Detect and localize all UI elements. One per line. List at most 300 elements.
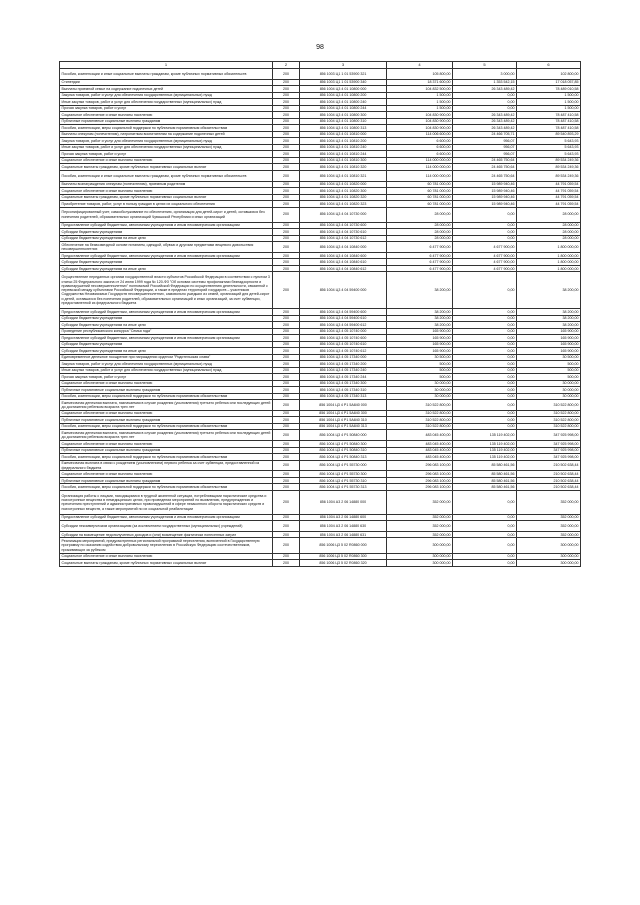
budget-classification-code: 856 1004 Ц3 4 01 10820 000	[300, 181, 387, 188]
table-row	[60, 430, 581, 441]
executed-amount: 0,00	[453, 553, 517, 560]
row-code: 200	[273, 328, 300, 335]
column-number: 6	[517, 62, 581, 69]
remaining-amount: 500,00	[517, 374, 581, 381]
row-name: Пособия, компенсации и иные социальные выплаты гражданам, кроме публичных нормативных обязательств	[60, 170, 273, 181]
column-number: 5	[453, 62, 517, 69]
row-name: Предоставление субсидий бюджетным, автономным учреждениям и иным некоммерческим организациям	[60, 252, 273, 259]
table-row	[60, 400, 581, 411]
row-name: Выплаты опекунам (попечителям), патронатным воспитателям на содержание подопечных детей	[60, 131, 273, 138]
approved-amount: 296 083 100,00	[387, 484, 453, 491]
executed-amount: 0,00	[453, 341, 517, 348]
table-row	[60, 207, 581, 222]
executed-amount: 0,00	[453, 387, 517, 394]
executed-amount: 0,00	[453, 380, 517, 387]
executed-amount: 0,00	[453, 328, 517, 335]
row-code: 200	[273, 222, 300, 229]
budget-classification-code: 856 1004 Ц3 4 Р1 55730 313	[300, 484, 387, 491]
budget-classification-code: 856 1004 Ц3 4 01 10820 300	[300, 188, 387, 195]
executed-amount: 0,00	[453, 272, 517, 309]
row-code: 200	[273, 441, 300, 448]
remaining-amount: 165 900,00	[517, 328, 581, 335]
row-name: Субсидии бюджетным учреждениям	[60, 315, 273, 322]
row-name: Субсидии бюджетным учреждениям на иные цели	[60, 265, 273, 272]
remaining-amount: 347 925 998,00	[517, 441, 581, 448]
row-code: 200	[273, 514, 300, 521]
executed-amount: 85 580 461,56	[453, 477, 517, 484]
remaining-amount: 347 925 998,00	[517, 430, 581, 441]
row-code: 200	[273, 181, 300, 188]
executed-amount: 956,07	[453, 144, 517, 151]
budget-classification-code: 856 1004 Ц3 4 01 10800 313	[300, 125, 387, 132]
row-code: 200	[273, 235, 300, 242]
row-name: Прочая закупка товаров, работ и услуг	[60, 105, 273, 112]
approved-amount: 500,00	[387, 374, 453, 381]
executed-amount: 0,00	[453, 99, 517, 106]
row-name: Выплаты приемной семье на содержание подопечных детей	[60, 86, 273, 93]
approved-amount: 483 045 400,00	[387, 447, 453, 454]
row-name: Предоставление субсидий бюджетным, автономным учреждениям и иным некоммерческим организациям	[60, 309, 273, 316]
row-code: 200	[273, 410, 300, 417]
remaining-amount: 89 534 249,36	[517, 164, 581, 171]
executed-amount: 0,00	[453, 531, 517, 538]
row-name: Стипендии	[60, 79, 273, 86]
row-name: Пособия, компенсации, меры социальной поддержки по публичным нормативным обязательствам	[60, 393, 273, 400]
remaining-amount: 165 900,00	[517, 335, 581, 342]
budget-classification-code: 856 1004 Ц3 4 05 17340 244	[300, 374, 387, 381]
row-code: 200	[273, 194, 300, 201]
remaining-amount: 28 000,00	[517, 235, 581, 242]
approved-amount: 483 045 400,00	[387, 441, 453, 448]
remaining-amount: 38 200,00	[517, 309, 581, 316]
approved-amount: 296 083 100,00	[387, 460, 453, 471]
row-code: 200	[273, 207, 300, 222]
budget-classification-code: 856 1004 Ц3 4 01 10810 300	[300, 157, 387, 164]
budget-classification-code: 856 1004 Ц3 4 01 10800 244	[300, 105, 387, 112]
executed-amount: 0,00	[453, 354, 517, 361]
approved-amount: 6 600,00	[387, 138, 453, 145]
remaining-amount: 44 791 059,54	[517, 194, 581, 201]
budget-classification-code: 856 1004 Ц3 4 01 10800 000	[300, 86, 387, 93]
approved-amount: 165 900,00	[387, 335, 453, 342]
executed-amount: 0,00	[453, 222, 517, 229]
remaining-amount: 30 500,00	[517, 354, 581, 361]
row-code: 200	[273, 484, 300, 491]
row-code: 200	[273, 341, 300, 348]
row-name: Субсидии бюджетным учреждениям	[60, 229, 273, 236]
budget-classification-code: 856 1004 Ц3 4 01 10800 200	[300, 92, 387, 99]
executed-amount: 0,00	[453, 514, 517, 521]
executed-amount: 0,00	[453, 374, 517, 381]
row-code: 200	[273, 417, 300, 424]
executed-amount: 0,00	[453, 309, 517, 316]
page-number: 98	[316, 44, 324, 51]
row-name: Субсидии бюджетным учреждениям на иные цели	[60, 235, 273, 242]
row-name: Субсидии бюджетным учреждениям	[60, 341, 273, 348]
row-name: Иные закупки товаров, работ и услуг для обеспечения государственных (муниципальных) нужд	[60, 99, 273, 106]
budget-classification-code: 856 1004 Ц3 4 01 10810 200	[300, 138, 387, 145]
budget-classification-code: 856 1004 Ц3 4 Р1 5А840 000	[300, 400, 387, 411]
row-code: 200	[273, 138, 300, 145]
budget-classification-code: 856 1006 Ц3 5 02 R0860 300	[300, 553, 387, 560]
executed-amount: 956,07	[453, 151, 517, 158]
row-code: 200	[273, 272, 300, 309]
row-code: 200	[273, 322, 300, 329]
budget-classification-code: 856 1004 А3 2 06 14880 630	[300, 521, 387, 532]
approved-amount: 38 200,00	[387, 272, 453, 309]
approved-amount: 352 000,00	[387, 521, 453, 532]
remaining-amount: 347 925 998,00	[517, 454, 581, 461]
approved-amount: 105 800,00	[387, 69, 453, 80]
approved-amount: 30 500,00	[387, 354, 453, 361]
row-code: 200	[273, 201, 300, 208]
row-name: Единовременное денежное поощрение при награждении орденом "Родительская слава"	[60, 354, 273, 361]
budget-classification-code: 856 1004 Ц3 4 05 17340 310	[300, 387, 387, 394]
row-code: 200	[273, 144, 300, 151]
table-row	[60, 490, 581, 514]
approved-amount: 352 000,00	[387, 531, 453, 538]
executed-amount: 0,00	[453, 235, 517, 242]
row-code: 200	[273, 69, 300, 80]
budget-classification-code: 856 1004 Ц3 4 01 10800 310	[300, 118, 387, 125]
approved-amount: 60 781 000,00	[387, 194, 453, 201]
approved-amount: 60 781 000,00	[387, 181, 453, 188]
approved-amount: 310 522 800,00	[387, 417, 453, 424]
row-name: Ежемесячная денежная выплата, назначаемая в случае рождения (усыновления) третьего ребенка или последующих детей до достижения ребенком возраста трех лет	[60, 430, 273, 441]
executed-amount: 0,00	[453, 361, 517, 368]
executed-amount: 0,00	[453, 335, 517, 342]
budget-classification-code: 856 1004 А3 2 06 14880 000	[300, 490, 387, 514]
row-code: 200	[273, 309, 300, 316]
row-name: Предоставление субсидий бюджетным, автономным учреждениям и иным некоммерческим организациям	[60, 222, 273, 229]
row-name: Пособия, компенсации и иные социальные выплаты гражданам, кроме публичных нормативных обязательств	[60, 69, 273, 80]
table-row	[60, 242, 581, 253]
remaining-amount: 44 791 059,54	[517, 188, 581, 195]
budget-classification-code: 856 1004 Ц3 4 Р1 50840 300	[300, 441, 387, 448]
row-code: 200	[273, 354, 300, 361]
budget-classification-code: 856 1004 Ц3 4 Р1 5А840 310	[300, 417, 387, 424]
remaining-amount: 89 534 249,36	[517, 170, 581, 181]
remaining-amount: 300 000,00	[517, 553, 581, 560]
approved-amount: 296 083 100,00	[387, 471, 453, 478]
approved-amount: 38 200,00	[387, 322, 453, 329]
remaining-amount: 78 487 410,58	[517, 125, 581, 132]
row-code: 200	[273, 265, 300, 272]
budget-classification-code: 856 1004 А3 2 06 14880 600	[300, 514, 387, 521]
executed-amount: 0,00	[453, 423, 517, 430]
executed-amount: 24 465 750,64	[453, 164, 517, 171]
budget-classification-code: 856 1004 Ц3 4 04 10840 600	[300, 252, 387, 259]
row-code: 200	[273, 393, 300, 400]
approved-amount: 28 000,00	[387, 229, 453, 236]
remaining-amount: 5 643,93	[517, 138, 581, 145]
approved-amount: 6 477 900,00	[387, 259, 453, 266]
budget-classification-code: 856 1004 Ц3 4 04 59400 000	[300, 272, 387, 309]
approved-amount: 104 830 900,00	[387, 118, 453, 125]
approved-amount: 352 000,00	[387, 490, 453, 514]
remaining-amount: 1 800 000,00	[517, 265, 581, 272]
remaining-amount: 5 643,93	[517, 151, 581, 158]
row-code: 200	[273, 131, 300, 138]
approved-amount: 500,00	[387, 361, 453, 368]
executed-amount: 85 580 461,56	[453, 471, 517, 478]
approved-amount: 28 000,00	[387, 235, 453, 242]
remaining-amount: 38 200,00	[517, 322, 581, 329]
row-code: 200	[273, 553, 300, 560]
row-code: 200	[273, 112, 300, 119]
budget-classification-code: 856 1004 Ц3 4 01 10820 320	[300, 194, 387, 201]
approved-amount: 6 477 900,00	[387, 252, 453, 259]
remaining-amount: 38 200,00	[517, 315, 581, 322]
table-row	[60, 538, 581, 553]
row-code: 200	[273, 151, 300, 158]
remaining-amount: 300 000,00	[517, 560, 581, 567]
executed-amount: 4 677 900,00	[453, 252, 517, 259]
row-name: Социальное обеспечение и иные выплаты населению	[60, 471, 273, 478]
remaining-amount: 352 000,00	[517, 521, 581, 532]
budget-classification-code: 856 1004 Ц3 4 Р1 50840 310	[300, 447, 387, 454]
budget-classification-code: 856 1004 Ц3 4 01 10810 321	[300, 170, 387, 181]
budget-classification-code: 856 1004 Ц3 4 Р1 50840 313	[300, 454, 387, 461]
row-code: 200	[273, 430, 300, 441]
budget-classification-code: 856 1004 Ц3 4 04 10730 612	[300, 235, 387, 242]
row-name: Субсидии некоммерческим организациям (за исключением государственных (муниципальных) учреждений)	[60, 521, 273, 532]
remaining-amount: 5 643,93	[517, 144, 581, 151]
approved-amount: 310 522 800,00	[387, 400, 453, 411]
remaining-amount: 78 487 410,58	[517, 112, 581, 119]
executed-amount: 26 343 489,42	[453, 112, 517, 119]
row-name: Закупка товаров, работ и услуг для обеспечения государственных (муниципальных) нужд	[60, 92, 273, 99]
row-name: Социальное обеспечение и иные выплаты населению	[60, 188, 273, 195]
budget-classification-code: 856 1004 Ц3 4 04 10730 000	[300, 207, 387, 222]
remaining-amount: 310 522 800,00	[517, 417, 581, 424]
remaining-amount: 300 000,00	[517, 538, 581, 553]
executed-amount: 0,00	[453, 521, 517, 532]
budget-classification-code: 856 1004 Ц3 4 Р1 5А840 313	[300, 423, 387, 430]
budget-classification-code: 856 1004 Ц3 4 Р1 55730 300	[300, 471, 387, 478]
row-code: 200	[273, 454, 300, 461]
row-name: Прочая закупка товаров, работ и услуг	[60, 151, 273, 158]
remaining-amount: 89 540 893,29	[517, 131, 581, 138]
remaining-amount: 500,00	[517, 367, 581, 374]
row-code: 200	[273, 400, 300, 411]
budget-classification-code: 856 1004 Ц3 4 05 10740 610	[300, 341, 387, 348]
approved-amount: 310 522 800,00	[387, 423, 453, 430]
budget-classification-code: 856 1004 Ц3 4 05 17340 313	[300, 393, 387, 400]
row-name: Субсидии бюджетным учреждениям	[60, 259, 273, 266]
remaining-amount: 28 000,00	[517, 207, 581, 222]
row-code: 200	[273, 490, 300, 514]
approved-amount: 104 830 900,00	[387, 112, 453, 119]
executed-amount: 15 989 940,46	[453, 188, 517, 195]
budget-classification-code: 856 1004 Ц3 4 05 17340 000	[300, 354, 387, 361]
executed-amount: 4 677 900,00	[453, 265, 517, 272]
approved-amount: 104 832 500,00	[387, 86, 453, 93]
approved-amount: 500,00	[387, 367, 453, 374]
remaining-amount: 310 522 800,00	[517, 423, 581, 430]
budget-classification-code: 856 1004 Ц3 4 01 10820 323	[300, 201, 387, 208]
executed-amount: 0,00	[453, 417, 517, 424]
budget-classification-code: 856 1004 Ц3 4 04 10840 610	[300, 259, 387, 266]
row-code: 200	[273, 125, 300, 132]
approved-amount: 60 781 000,00	[387, 201, 453, 208]
remaining-amount: 352 000,00	[517, 490, 581, 514]
approved-amount: 300 000,00	[387, 553, 453, 560]
approved-amount: 483 045 400,00	[387, 454, 453, 461]
row-name: Ежемесячная выплата в связи с рождением (усыновлением) первого ребенка за счет субвенции, предоставленной из федерального бюджета	[60, 460, 273, 471]
approved-amount: 28 000,00	[387, 207, 453, 222]
remaining-amount: 210 502 638,44	[517, 471, 581, 478]
column-number-row	[60, 62, 581, 69]
row-code: 200	[273, 447, 300, 454]
column-number: 4	[387, 62, 453, 69]
executed-amount: 24 465 750,64	[453, 170, 517, 181]
row-code: 200	[273, 99, 300, 106]
row-name: Социальное обеспечение и иные выплаты населению	[60, 380, 273, 387]
row-code: 200	[273, 387, 300, 394]
row-code: 200	[273, 477, 300, 484]
executed-amount: 26 343 489,42	[453, 118, 517, 125]
approved-amount: 30 000,00	[387, 393, 453, 400]
row-name: Предоставление субсидий бюджетным, автономным учреждениям и иным некоммерческим организациям	[60, 335, 273, 342]
row-code: 200	[273, 374, 300, 381]
executed-amount: 3 000,00	[453, 69, 517, 80]
budget-classification-code: 856 1004 Ц3 4 Р1 55730 000	[300, 460, 387, 471]
row-code: 200	[273, 367, 300, 374]
row-code: 200	[273, 157, 300, 164]
budget-classification-code: 856 1004 Ц3 4 05 17340 200	[300, 361, 387, 368]
remaining-amount: 1 800 000,00	[517, 259, 581, 266]
row-name: Субсидии бюджетным учреждениям на иные цели	[60, 348, 273, 355]
remaining-amount: 1 800 000,00	[517, 242, 581, 253]
table-row	[60, 560, 581, 567]
remaining-amount: 210 502 638,44	[517, 460, 581, 471]
row-code: 200	[273, 229, 300, 236]
row-name: Обеспечение на безвозмездной основе питанием, одеждой, обувью и другими предметами вещевого довольствия несовершеннолетних	[60, 242, 273, 253]
executed-amount: 0,00	[453, 538, 517, 553]
row-code: 200	[273, 118, 300, 125]
executed-amount: 956,07	[453, 138, 517, 145]
budget-classification-code: 856 1004 Ц3 4 05 17340 240	[300, 367, 387, 374]
row-name: Социальное обеспечение и иные выплаты населению	[60, 112, 273, 119]
approved-amount: 38 200,00	[387, 309, 453, 316]
remaining-amount: 352 000,00	[517, 514, 581, 521]
budget-classification-code: 856 1004 Ц3 4 01 10800 240	[300, 99, 387, 106]
executed-amount: 26 343 489,42	[453, 86, 517, 93]
executed-amount: 85 580 461,56	[453, 484, 517, 491]
row-name: Закупка товаров, работ и услуг для обеспечения государственных (муниципальных) нужд	[60, 138, 273, 145]
executed-amount: 0,00	[453, 92, 517, 99]
row-code: 200	[273, 164, 300, 171]
column-number: 2	[273, 62, 300, 69]
executed-amount: 26 343 489,42	[453, 125, 517, 132]
budget-classification-code: 856 1004 Ц3 4 05 10740 000	[300, 328, 387, 335]
remaining-amount: 38 200,00	[517, 272, 581, 309]
executed-amount: 0,00	[453, 393, 517, 400]
row-code: 200	[273, 361, 300, 368]
remaining-amount: 310 522 800,00	[517, 400, 581, 411]
row-name: Выплаты вознаграждения опекунам (попечителям), приемным родителям	[60, 181, 273, 188]
row-code: 200	[273, 315, 300, 322]
approved-amount: 165 900,00	[387, 328, 453, 335]
executed-amount: 15 989 940,46	[453, 181, 517, 188]
row-name: Публичные нормативные социальные выплаты гражданам	[60, 387, 273, 394]
row-name: Приобретение товаров, работ, услуг в пользу граждан в целях их социального обеспечения	[60, 201, 273, 208]
row-code: 200	[273, 423, 300, 430]
executed-amount: 0,00	[453, 400, 517, 411]
row-name: Предоставление субсидий бюджетным, автономным учреждениям и иным некоммерческим организациям	[60, 514, 273, 521]
budget-classification-code: 856 1006 Ц3 5 02 R0860 320	[300, 560, 387, 567]
row-name: Закупка товаров, работ и услуг для обеспечения государственных (муниципальных) нужд	[60, 361, 273, 368]
executed-amount: 135 119 402,00	[453, 430, 517, 441]
table-row	[60, 69, 581, 80]
executed-amount: 0,00	[453, 229, 517, 236]
row-name: Публичные нормативные социальные выплаты гражданам	[60, 118, 273, 125]
remaining-amount: 28 000,00	[517, 222, 581, 229]
table-row	[60, 460, 581, 471]
row-code: 200	[273, 460, 300, 471]
row-name: Пособия, компенсации, меры социальной поддержки по публичным нормативным обязательствам	[60, 484, 273, 491]
budget-classification-code: 856 1004 Ц3 4 04 59400 600	[300, 309, 387, 316]
budget-classification-code: 856 1004 Ц3 4 05 17340 300	[300, 380, 387, 387]
row-code: 200	[273, 531, 300, 538]
table-row	[60, 272, 581, 309]
row-name: Социальное обеспечение и иные выплаты населению	[60, 441, 273, 448]
row-code: 200	[273, 105, 300, 112]
remaining-amount: 17 018 057,85	[517, 79, 581, 86]
row-name: Осуществление переданных органам государственной власти субъектов Российской Федерации в соответствии с пунктом 3 статьи 25 Федерального закона от 24 июня 1999 года № 120-ФЗ "Об основах системы профилактики безнадзорности и правонарушений несовершеннолетних" полномочий Российской Федерации по осуществлению деятельности, связанной с перевозкой между субъектами Российской Федерации, а также в пределах территорий государств – участников Содружества Независимых Государств несовершеннолетних, самовольно ушедших из семей, организаций для детей-сирот и детей, оставшихся без попечения родителей, образовательных организаций и иных организаций, за счет субвенции, предоставленной из федерального бюджета	[60, 272, 273, 309]
executed-amount: 0,00	[453, 348, 517, 355]
approved-amount: 28 000,00	[387, 222, 453, 229]
row-code: 200	[273, 188, 300, 195]
executed-amount: 135 119 402,00	[453, 441, 517, 448]
budget-execution-table	[59, 61, 581, 567]
remaining-amount: 352 000,00	[517, 531, 581, 538]
approved-amount: 114 000 000,00	[387, 164, 453, 171]
row-name: Публичные нормативные социальные выплаты гражданам	[60, 477, 273, 484]
approved-amount: 114 000 000,00	[387, 170, 453, 181]
executed-amount: 0,00	[453, 560, 517, 567]
remaining-amount: 165 900,00	[517, 341, 581, 348]
approved-amount: 310 522 800,00	[387, 410, 453, 417]
approved-amount: 30 000,00	[387, 387, 453, 394]
remaining-amount: 30 000,00	[517, 393, 581, 400]
remaining-amount: 1 800 000,00	[517, 252, 581, 259]
row-name: Организация работы с лицами, находящимися в трудной жизненной ситуации, потребляющими наркотические средства и психотропные вещества в немедицинских целях, при проведении мероприятий по выявлению, предупреждению и пресечению преступлений и административных правонарушений в сфере незаконного оборота наркотических средств и психотропных веществ, а также мероприятий по их социальной реабилитации	[60, 490, 273, 514]
remaining-amount: 28 000,00	[517, 229, 581, 236]
budget-classification-code: 856 1004 А3 2 06 14880 631	[300, 531, 387, 538]
row-name: Иные закупки товаров, работ и услуг для обеспечения государственных (муниципальных) нужд	[60, 144, 273, 151]
remaining-amount: 1 500,00	[517, 92, 581, 99]
row-code: 200	[273, 86, 300, 93]
row-name: Проведение республиканского конкурса "Семья года"	[60, 328, 273, 335]
budget-classification-code: 856 1004 Ц3 4 04 59400 612	[300, 322, 387, 329]
table-row	[60, 170, 581, 181]
approved-amount: 483 045 400,00	[387, 430, 453, 441]
executed-amount: 1 353 542,15	[453, 79, 517, 86]
remaining-amount: 1 500,00	[517, 105, 581, 112]
row-name: Публичные нормативные социальные выплаты гражданам	[60, 447, 273, 454]
column-number: 3	[300, 62, 387, 69]
approved-amount: 300 000,00	[387, 538, 453, 553]
executed-amount: 0,00	[453, 207, 517, 222]
executed-amount: 0,00	[453, 315, 517, 322]
executed-amount: 85 580 461,56	[453, 460, 517, 471]
executed-amount: 4 677 900,00	[453, 259, 517, 266]
budget-classification-code: 856 1004 Ц3 4 01 10810 244	[300, 151, 387, 158]
row-code: 200	[273, 92, 300, 99]
approved-amount: 300 000,00	[387, 560, 453, 567]
